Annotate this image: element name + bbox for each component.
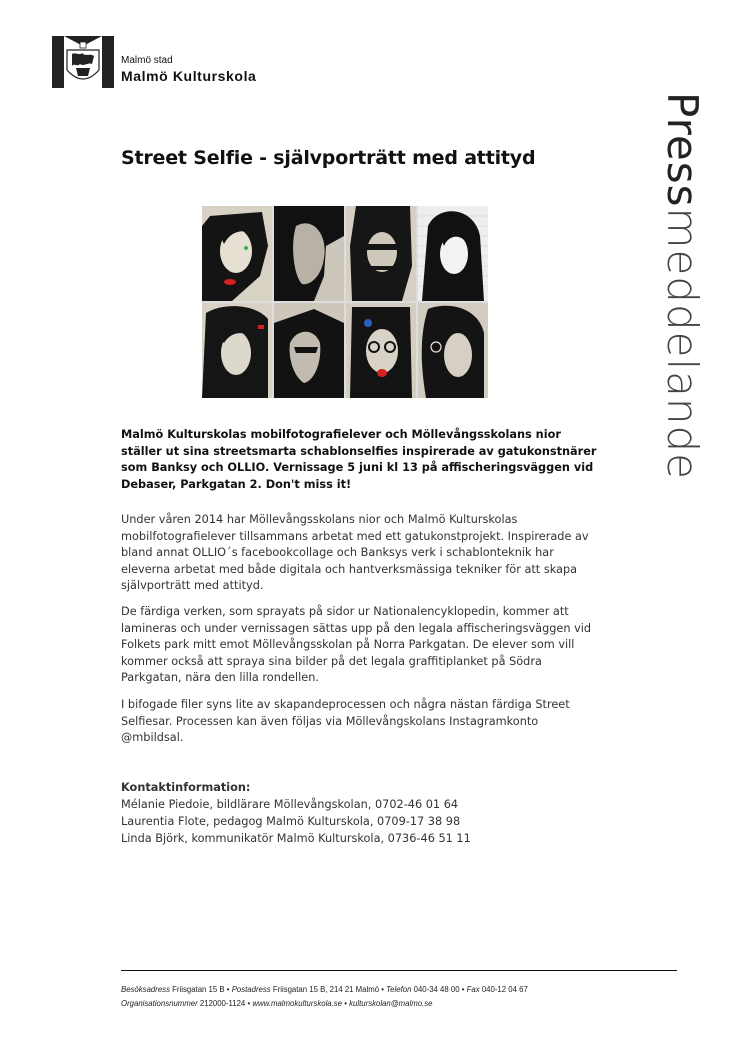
footer-separator: • <box>461 985 465 994</box>
collage-tile-2 <box>274 206 344 301</box>
footer-separator: • <box>226 985 230 994</box>
collage-tile-5 <box>202 303 272 398</box>
footer-separator: • <box>344 999 347 1008</box>
footer-divider <box>121 970 677 971</box>
footer-post-label: Postadress <box>231 985 271 994</box>
footer-org-value: 212000-1124 <box>199 999 246 1008</box>
collage-tile-4 <box>418 206 488 301</box>
org-name: Malmö Kulturskola <box>121 68 257 84</box>
contact-heading: Kontaktinformation: <box>121 781 251 794</box>
collage-tile-6 <box>274 303 344 398</box>
body-paragraph: Under våren 2014 har Möllevångsskolans nior och Malmö Kulturskolas mobilfotografielever tillsammans arbetat med ett gatukonstprojekt. Inspirerade av bland annat OLLIO´s facebookcollage och Banksys verk i schablonteknik har eleverna arbetat med både digitala och hantverksmässiga tekniker för att skapa självporträtt med attityd. <box>121 513 589 592</box>
footer-besok-label: Besöksadress <box>121 985 170 994</box>
collage-tile-7 <box>346 303 416 398</box>
footer-web-link[interactable]: www.malmokulturskola.se <box>252 999 343 1008</box>
footer-separator: • <box>247 999 251 1008</box>
body-paragraph: I bifogade filer syns lite av skapandeprocessen och några nästan färdiga Street Selfiesar. Processen kan även följas via Möllevångskolans Instagramkonto @mbildsal. <box>121 698 570 744</box>
collage-tile-1 <box>202 206 272 301</box>
footer-org-line <box>121 999 432 1008</box>
vertical-label-press: Press <box>658 92 707 208</box>
page-title: Street Selfie - självporträtt med attityd <box>121 147 536 169</box>
contact-line: Laurentia Flote, pedagog Malmö Kulturskola, 0709-17 38 98 <box>121 815 461 828</box>
footer-org-label: Organisationsnummer <box>121 999 198 1008</box>
footer-post-value: Friisgatan 15 B, 214 21 Malmö <box>272 985 380 994</box>
footer-separator: • <box>381 985 384 994</box>
footer-fax-value: 040-12 04 67 <box>481 985 528 994</box>
pressmeddelande-vertical-label <box>652 92 712 542</box>
contact-line: Linda Björk, kommunikatör Malmö Kulturskola, 0736-46 51 11 <box>121 832 471 845</box>
footer-tel-value: 040-34 48 00 <box>413 985 460 994</box>
footer-address-line <box>121 985 528 994</box>
org-parent-name: Malmö stad <box>121 55 173 66</box>
collage-tile-3 <box>346 206 416 301</box>
body-paragraph: De färdiga verken, som sprayats på sidor ur Nationalencyklopedin, kommer att lamineras och under vernissagen sättas upp på den legala affischeringsväggen vid Folkets park mitt emot Möllevångsskolan på Norra Parkgatan. De elever som vill kommer också att spraya sina bilder på det legala graffitiplanket på Södra Parkgatan, nära den lilla rondellen. <box>121 605 592 684</box>
footer-tel-label: Telefon <box>386 985 412 994</box>
collage-tile-8 <box>418 303 488 398</box>
vertical-label-meddelande: meddelande <box>658 207 707 480</box>
footer-besok-value: Friisgatan 15 B <box>172 985 225 994</box>
footer-fax-label: Fax <box>466 985 480 994</box>
contact-line: Mélanie Piedoie, bildlärare Möllevångskolan, 0702-46 01 64 <box>121 798 459 811</box>
footer-email-link[interactable]: kulturskolan@malmo.se <box>349 999 433 1008</box>
selfie-collage-image <box>202 206 488 398</box>
malmo-crest-logo <box>52 36 114 88</box>
lead-paragraph: Malmö Kulturskolas mobilfotografielever och Möllevångsskolans nior ställer ut sina streetsmarta schablonselfies inspirerade av gatukonstnärer som Banksy och OLLIO. Vernissage 5 juni kl 13 på affischeringsväggen vid Debaser, Parkgatan 2. Don't miss it! <box>121 428 597 491</box>
